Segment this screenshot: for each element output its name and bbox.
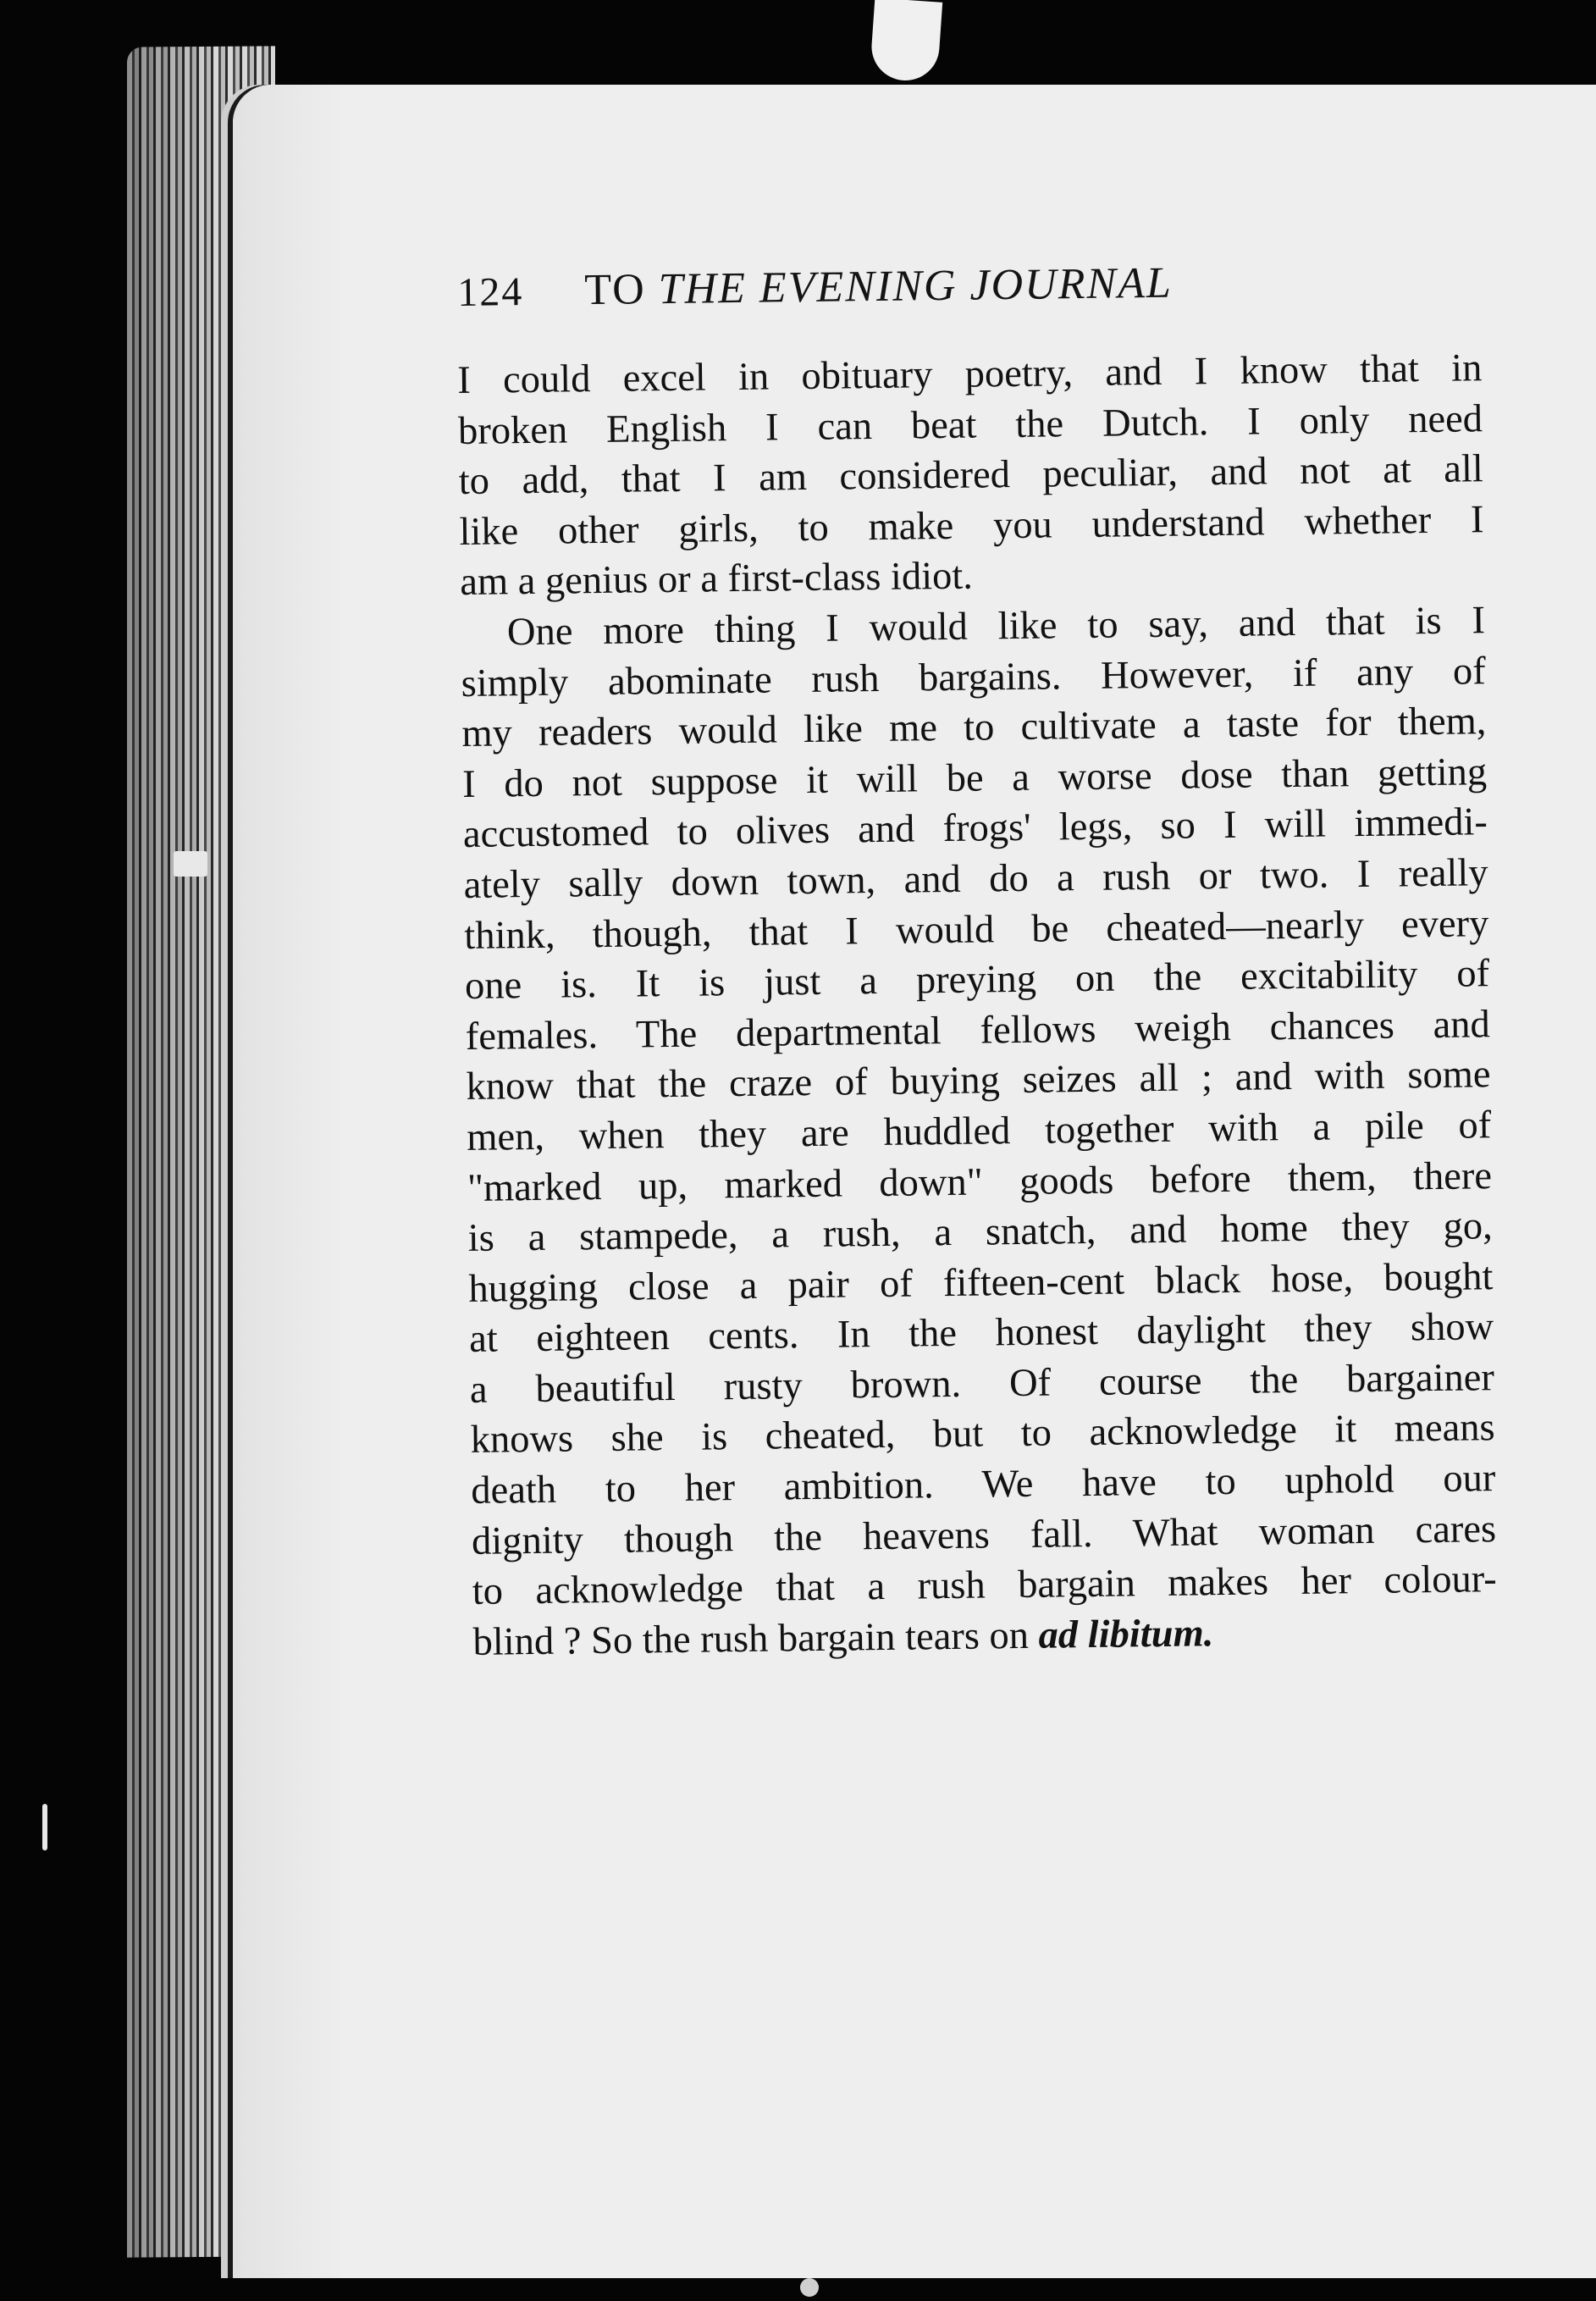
text-line: to acknowledge that a rush bargain makes her colour- [472,1557,1498,1614]
body-text [457,343,1498,1668]
text-line: accustomed to olives and frogs' legs, so I will immedi- [462,800,1488,857]
text-line: I do not suppose it will be a worse dose than getting [461,749,1488,806]
text-line: dignity though the heavens fall. What woman cares [471,1507,1497,1563]
text-line: females. The departmental fellows weigh chances and [465,1002,1491,1059]
running-head-roman: TO [584,265,660,315]
text-line: I could excel in obituary poetry, and I know that in [457,346,1483,402]
text-line: know that the craze of buying seizes all ; and with some [466,1053,1491,1109]
text-line: one is. It is just a preying on the excitability of [464,952,1490,1009]
page-number: 124 [457,269,524,315]
text-line: like other girls, to make you understand whether I [459,497,1484,554]
top-paper-tab [870,0,942,83]
text-line: to add, that I am considered peculiar, and not at all [458,447,1484,504]
text-line: am a genius or a first-class idiot. [459,554,974,605]
text-line: my readers would like me to cultivate a taste for them, [461,700,1487,756]
text-line: One more thing I would like to say, and that is I [506,599,1486,655]
text-line: "marked up, marked down" goods before them, there [467,1153,1493,1210]
text-line: simply abominate rush bargains. However, if any of [461,649,1486,705]
text-line: broken English I can beat the Dutch. I only need [457,396,1483,453]
running-head-italic: THE EVENING JOURNAL [658,258,1174,314]
text-line: hugging close a pair of fifteen-cent black hose, bought [468,1254,1494,1311]
text-line: ately sally down town, and do a rush or two. I really [463,851,1488,907]
final-line-italic: ad libitum. [1038,1612,1214,1657]
edge-mark [174,851,207,877]
running-head [457,256,1339,335]
text-line: think, though, that I would be cheated—nearly every [464,901,1489,958]
text-line: at eighteen cents. In the honest daylight they show [468,1305,1494,1362]
running-head-title [584,258,1173,315]
edge-mark [42,1804,47,1850]
final-line-roman: blind ? So the rush bargain tears on [472,1613,1039,1664]
text-line: is a stampede, a rush, a snatch, and home they go, [467,1204,1493,1261]
text-line: death to her ambition. We have to uphold our [471,1457,1496,1513]
text-line: men, when they are huddled together with a pile of [466,1103,1492,1159]
text-line: knows she is cheated, but to acknowledge it means [470,1406,1495,1463]
bottom-speck [800,2278,819,2297]
text-line: a beautiful rusty brown. Of course the bargainer [469,1356,1495,1412]
